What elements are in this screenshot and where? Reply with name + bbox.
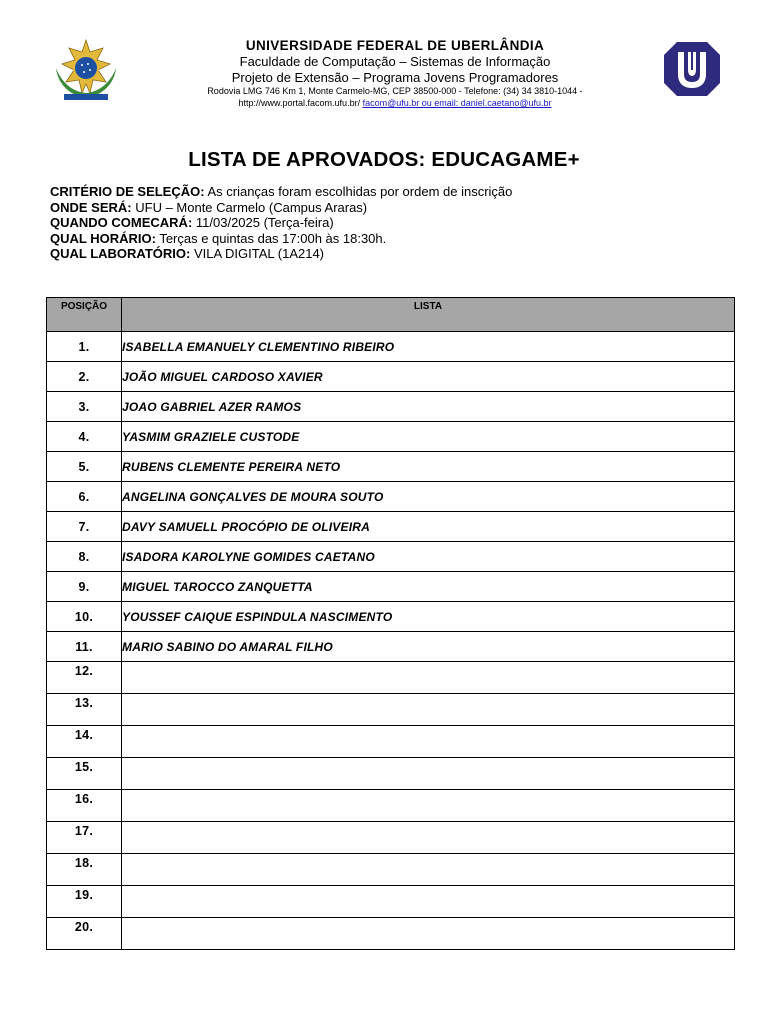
row-position: 20.	[47, 918, 122, 950]
table-row	[47, 512, 735, 542]
info-laboratory: QUAL LABORATÓRIO: VILA DIGITAL (1A214)	[50, 246, 325, 261]
table-row	[47, 790, 735, 822]
header-text-block	[130, 38, 660, 109]
row-name: JOÃO MIGUEL CARDOSO XAVIER	[122, 362, 735, 392]
table-row	[47, 392, 735, 422]
row-name	[122, 726, 735, 758]
row-name	[122, 790, 735, 822]
table-row	[47, 452, 735, 482]
row-position: 11.	[47, 632, 122, 662]
row-name: JOAO GABRIEL AZER RAMOS	[122, 392, 735, 422]
row-position: 18.	[47, 854, 122, 886]
column-header-position: POSIÇÃO	[47, 298, 122, 332]
selection-info	[50, 184, 512, 262]
row-name	[122, 662, 735, 694]
row-position: 4.	[47, 422, 122, 452]
row-position: 7.	[47, 512, 122, 542]
contact-line	[130, 97, 660, 109]
row-name	[122, 854, 735, 886]
email-link[interactable]: facom@ufu.br ou email: daniel.caetano@ufu.br	[362, 98, 552, 108]
table-row	[47, 886, 735, 918]
table-row	[47, 362, 735, 392]
address-line: Rodovia LMG 746 Km 1, Monte Carmelo-MG, CEP 38500-000 - Telefone: (34) 34 3810-1044 -	[207, 86, 583, 96]
row-name	[122, 758, 735, 790]
page-title: LISTA DE APROVADOS: EDUCAGAME+	[188, 148, 580, 171]
row-name	[122, 886, 735, 918]
row-position: 10.	[47, 602, 122, 632]
table-row	[47, 662, 735, 694]
row-position: 13.	[47, 694, 122, 726]
row-name: MIGUEL TAROCCO ZANQUETTA	[122, 572, 735, 602]
faculty-name: Faculdade de Computação – Sistemas de Informação	[239, 54, 551, 69]
info-schedule: QUAL HORÁRIO: Terças e quintas das 17:00h às 18:30h.	[50, 230, 387, 246]
row-position: 5.	[47, 452, 122, 482]
table-row	[47, 854, 735, 886]
table-row	[47, 632, 735, 662]
table-row	[47, 422, 735, 452]
info-start-date: QUANDO COMECARÁ: 11/03/2025 (Terça-feira)	[50, 215, 334, 230]
row-name: DAVY SAMUELL PROCÓPIO DE OLIVEIRA	[122, 512, 735, 542]
row-name: YOUSSEF CAIQUE ESPINDULA NASCIMENTO	[122, 602, 735, 632]
row-position: 17.	[47, 822, 122, 854]
website-text: http://www.portal.facom.ufu.br/	[238, 98, 361, 108]
table-row	[47, 726, 735, 758]
row-name	[122, 822, 735, 854]
row-position: 8.	[47, 542, 122, 572]
row-name: YASMIM GRAZIELE CUSTODE	[122, 422, 735, 452]
table-row	[47, 542, 735, 572]
table-row	[47, 332, 735, 362]
row-position: 6.	[47, 482, 122, 512]
row-position: 1.	[47, 332, 122, 362]
row-position: 3.	[47, 392, 122, 422]
row-position: 12.	[47, 662, 122, 694]
table-row	[47, 822, 735, 854]
row-name	[122, 694, 735, 726]
table-row	[47, 758, 735, 790]
university-name: UNIVERSIDADE FEDERAL DE UBERLÂNDIA	[245, 38, 545, 53]
row-name: ANGELINA GONÇALVES DE MOURA SOUTO	[122, 482, 735, 512]
project-name: Projeto de Extensão – Programa Jovens Programadores	[231, 69, 559, 85]
row-position: 16.	[47, 790, 122, 822]
row-position: 2.	[47, 362, 122, 392]
column-header-list: LISTA	[122, 298, 735, 332]
row-position: 15.	[47, 758, 122, 790]
brazil-coat-of-arms-icon	[50, 38, 122, 102]
row-position: 14.	[47, 726, 122, 758]
ufu-logo-icon	[662, 40, 722, 98]
table-row	[47, 482, 735, 512]
row-position: 19.	[47, 886, 122, 918]
table-row	[47, 602, 735, 632]
row-name: ISABELLA EMANUELY CLEMENTINO RIBEIRO	[122, 332, 735, 362]
info-criteria: CRITÉRIO DE SELEÇÃO: As crianças foram escolhidas por ordem de inscrição	[50, 184, 513, 199]
row-name: ISADORA KAROLYNE GOMIDES CAETANO	[122, 542, 735, 572]
table-row	[47, 918, 735, 950]
info-location: ONDE SERÁ: UFU – Monte Carmelo (Campus Araras)	[50, 199, 368, 215]
document-header	[0, 0, 768, 120]
approved-list-table	[46, 297, 735, 950]
table-row	[47, 572, 735, 602]
row-name	[122, 918, 735, 950]
row-position: 9.	[47, 572, 122, 602]
row-name: RUBENS CLEMENTE PEREIRA NETO	[122, 452, 735, 482]
row-name: MARIO SABINO DO AMARAL FILHO	[122, 632, 735, 662]
table-row	[47, 694, 735, 726]
